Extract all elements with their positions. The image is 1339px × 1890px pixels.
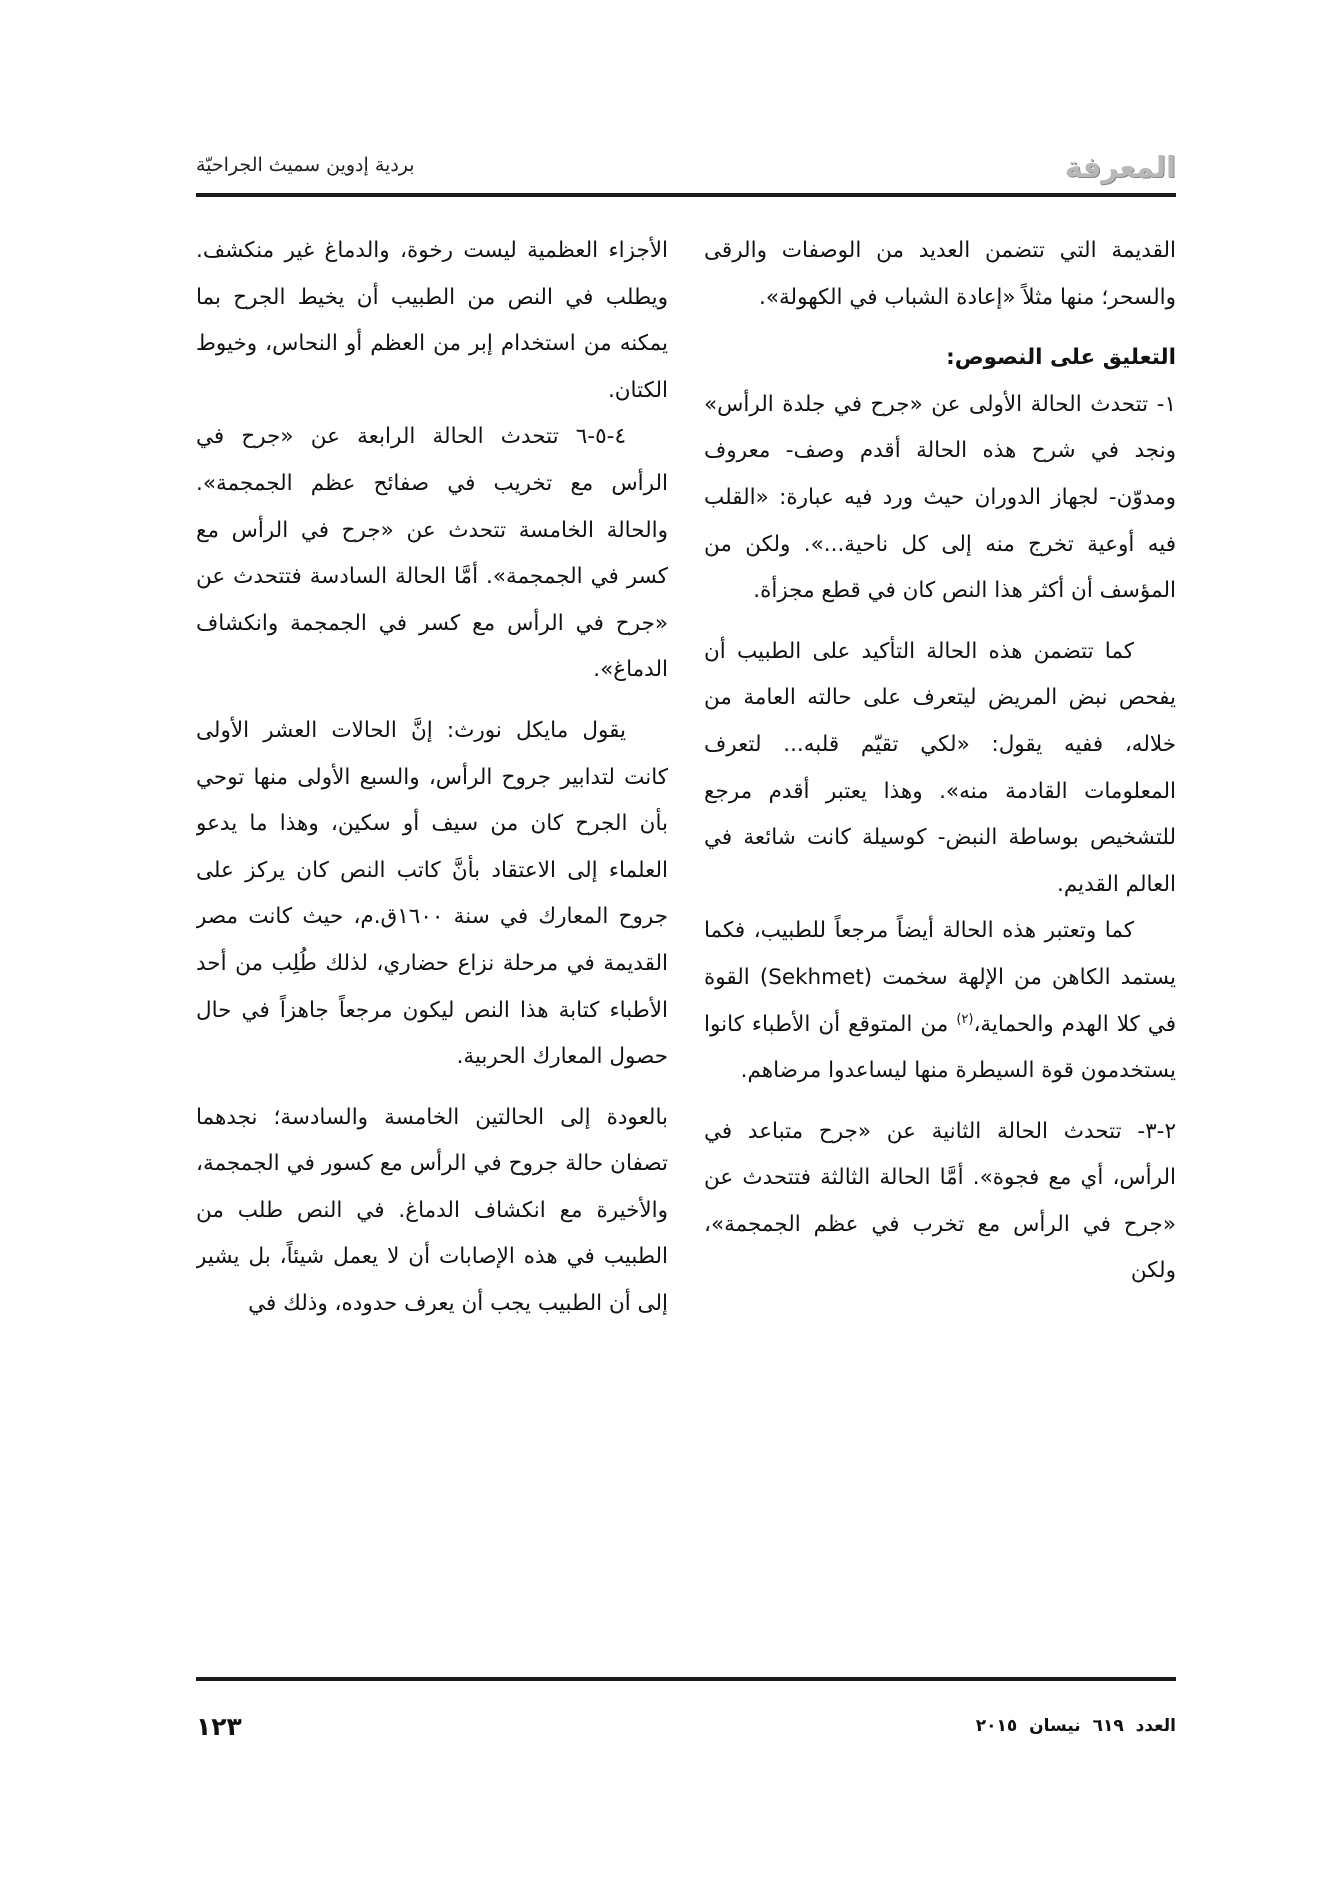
- paragraph: ٤-٥-٦ تتحدث الحالة الرابعة عن «جرح في الرأس مع تخريب في صفائح عظم الجمجمة». والحالة الخامسة تتحدث عن «جرح في الرأس مع كسر في الجمجمة». أمَّا الحالة السادسة فتتحدث عن «جرح في الرأس مع كسر في الجمجمة وانكشاف الدماغ».: [196, 424, 668, 683]
- footer-rule: [196, 1677, 1176, 1681]
- section-subheading: التعليق على النصوص:: [946, 345, 1176, 371]
- paragraph: القديمة التي تتضمن العديد من الوصفات والرقى والسحر؛ منها مثلاً «إعادة الشباب في الكهولة».: [704, 238, 1176, 310]
- paragraph: [704, 908, 1176, 1094]
- right-column: [704, 228, 1176, 1668]
- paragraph: يقول مايكل نورث: إنَّ الحالات العشر الأولى كانت لتدابير جروح الرأس، والسبع الأولى منها توحي بأن الجرح كان من سيف أو سكين، وهذا ما يدعو العلماء إلى الاعتقاد بأنَّ كاتب النص كان يركز على جروح المعارك في سنة ١٦٠٠ق.م، حيث كانت مصر القديمة في مرحلة نزاع حضاري، لذلك طُلِب من أحد الأطباء كتابة هذا النص ليكون مرجعاً جاهزاً في حال حصول المعارك الحربية.: [196, 717, 668, 1070]
- issue-info: العدد ٦١٩ نيسان ٢٠١٥: [975, 1716, 1176, 1736]
- page-number: ١٢٣: [196, 1712, 242, 1741]
- paragraph: بالعودة إلى الحالتين الخامسة والسادسة؛ نجدهما تصفان حالة جروح في الرأس مع كسور في الجمجمة، والأخيرة مع انكشاف الدماغ. في النص طلب من الطبيب في هذه الإصابات أن لا يعمل شيئاً، بل يشير إلى أن الطبيب يجب أن يعرف حدوده، وذلك في: [196, 1104, 668, 1317]
- latin-term: Sekhmet: [768, 964, 864, 990]
- paragraph-text: كما وتعتبر هذه الحالة أيضاً مرجعاً للطبيب، فكما يستمد الكاهن من الإلهة سخمت (: [704, 918, 1176, 990]
- running-title: بردية إدوين سميث الجراحيّة: [196, 154, 415, 176]
- magazine-logo: المعرفة: [1064, 150, 1176, 184]
- footnote-marker: (٢): [956, 1011, 974, 1027]
- paragraph: كما تتضمن هذه الحالة التأكيد على الطبيب أن يفحص نبض المريض ليتعرف على حالته العامة من خلاله، ففيه يقول: «لكي تقيّم قلبه... لتعرف المعلومات القادمة منه». وهذا يعتبر أقدم مرجع للتشخيص بوساطة النبض- كوسيلة كانت شائعة في العالم القديم.: [704, 638, 1176, 897]
- paragraph-text: ) القوة في كلا الهدم والحماية،: [704, 964, 1176, 1037]
- paragraph: الأجزاء العظمية ليست رخوة، والدماغ غير منكشف. ويطلب في النص من الطبيب أن يخيط الجرح بما يمكنه من استخدام إبر من العظم أو النحاس، وخيوط الكتان.: [196, 238, 668, 403]
- paragraph: ١- تتحدث الحالة الأولى عن «جرح في جلدة الرأس» ونجد في شرح هذه الحالة أقدم وصف- معروف ومدوّن- لجهاز الدوران حيث ورد فيه عبارة: «القلب فيه أوعية تخرج منه إلى كل ناحية...». ولكن من المؤسف أن أكثر هذا النص كان في قطع مجزأة.: [704, 391, 1176, 604]
- page-header: [196, 150, 1176, 194]
- paragraph-text: من المتوقع أن الأطباء كانوا يستخدمون قوة السيطرة منها ليساعدوا مرضاهم.: [704, 1011, 1176, 1084]
- page-footer: [196, 1712, 1176, 1756]
- header-rule: [196, 193, 1176, 197]
- left-column: [196, 228, 668, 1668]
- paragraph: ٢-٣- تتحدث الحالة الثانية عن «جرح متباعد في الرأس، أي مع فجوة». أمَّا الحالة الثالثة فتتحدث عن «جرح في الرأس مع تخرب في عظم الجمجمة»، ولكن: [704, 1118, 1176, 1284]
